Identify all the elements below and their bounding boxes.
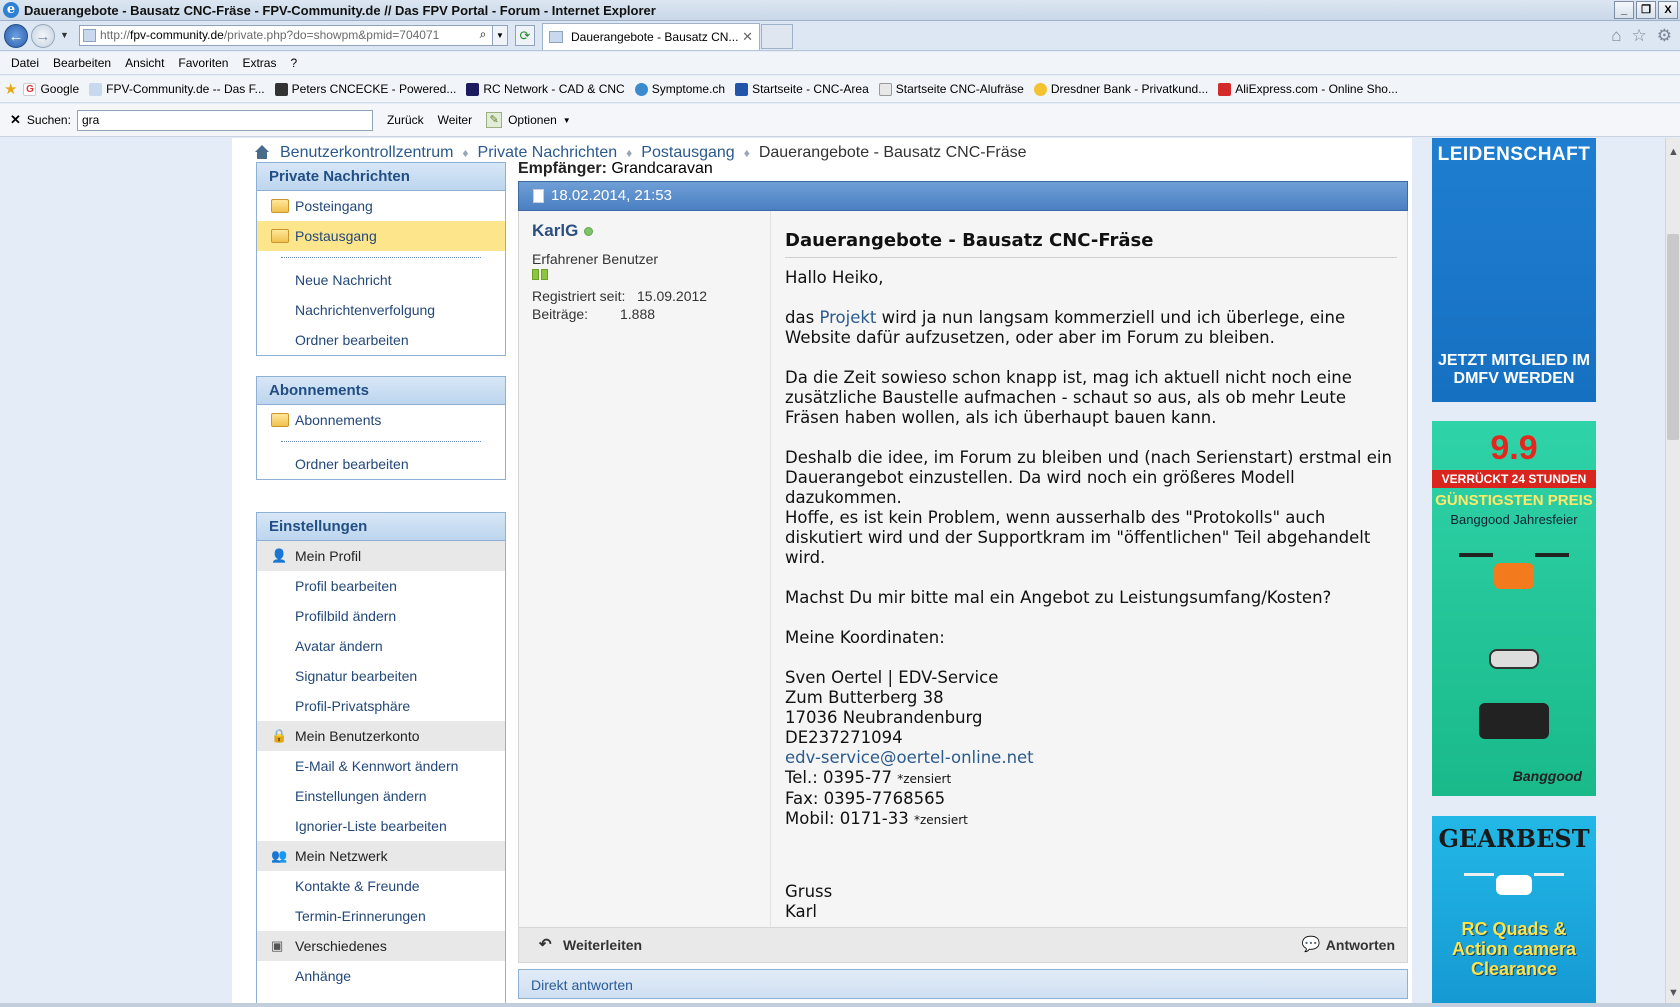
ad3-text: RC Quads & Action camera Clearance	[1451, 919, 1577, 979]
home-icon[interactable]	[254, 145, 270, 161]
sidebar-item-inbox[interactable]: Posteingang	[257, 191, 505, 221]
window-controls	[1612, 1, 1678, 19]
breadcrumb-separator-icon: ♦	[743, 146, 750, 160]
folder-icon	[271, 413, 289, 427]
message-paragraph: Machst Du mir bitte mal ein Angebot zu Leistungsumfang/Kosten?	[785, 588, 1332, 607]
page-viewport	[0, 138, 1665, 1007]
settings-box-title: Einstellungen	[257, 513, 505, 541]
favorite-link[interactable]: Startseite - CNC-Area	[735, 82, 869, 96]
favorite-link[interactable]: Dresdner Bank - Privatkund...	[1034, 82, 1208, 96]
ad1-headline: LEIDENSCHAFT	[1437, 144, 1591, 165]
sidebar-item-ignore-list[interactable]: Ignorier-Liste bearbeiten	[295, 818, 447, 834]
url-host: fpv-community.de	[130, 28, 224, 42]
registered-row: Registriert seit: 15.09.2012	[532, 288, 708, 304]
message-greeting: Hallo Heiko,	[785, 268, 884, 287]
folder-icon	[271, 229, 289, 243]
find-label: Suchen:	[26, 113, 71, 127]
quick-reply-header[interactable]: Direkt antworten	[518, 969, 1408, 999]
favorite-link[interactable]: FPV-Community.de -- Das F...	[89, 82, 264, 96]
post-date: 18.02.2014, 21:53	[551, 187, 672, 204]
posts-row: Beiträge: 1.888	[532, 306, 656, 322]
url-field[interactable]	[79, 25, 508, 46]
sidebar-item-tracking[interactable]: Nachrichtenverfolgung	[295, 302, 436, 318]
search-icon[interactable]: ⌕	[479, 27, 487, 41]
favicon-icon	[466, 83, 479, 96]
find-previous-button[interactable]: Zurück	[386, 113, 424, 127]
action-camera-image	[1479, 703, 1549, 739]
pm-box-title: Private Nachrichten	[257, 163, 505, 191]
ad3-brand: GEARBEST	[1438, 824, 1590, 853]
find-close-icon[interactable]: ✕	[10, 112, 21, 127]
menu-file[interactable]: Datei	[11, 56, 40, 70]
url-prefix: http://	[100, 28, 131, 42]
favorites-star-icon[interactable]: ★	[4, 81, 18, 98]
message-subject: Dauerangebote - Bausatz CNC-Fräse	[785, 231, 1397, 258]
favorite-link[interactable]: Symptome.ch	[635, 82, 725, 96]
ad2-bar: VERRÜCKT 24 STUNDEN	[1432, 470, 1596, 488]
breadcrumb-current: Dauerangebote - Bausatz CNC-Fräse	[758, 144, 1027, 161]
message-paragraph: Da die Zeit sowieso schon knapp ist, mag ich aktuell nicht noch eine zusätzliche Baustelle aufmachen - schaut so aus, als ob mehr Leute Fräsen haben wollen, als ich überhaupt bauen kann.	[785, 368, 1352, 427]
user-icon: 👤	[271, 548, 288, 563]
online-status-icon	[584, 227, 593, 236]
menu-tools[interactable]: Extras	[242, 56, 277, 70]
status-strip	[0, 1003, 1680, 1007]
breadcrumb-separator-icon: ♦	[626, 146, 633, 160]
favorite-link[interactable]: RC Network - CAD & CNC	[466, 82, 624, 96]
ad1-cta: JETZT MITGLIED IM DMFV WERDEN	[1438, 352, 1590, 387]
chevron-down-icon: ▼	[562, 115, 571, 125]
window-titlebar	[0, 0, 1680, 21]
divider	[257, 251, 505, 265]
new-tab-button[interactable]	[761, 24, 793, 49]
favicon-icon	[89, 83, 102, 96]
sidebar-item-contacts[interactable]: Kontakte & Freunde	[295, 878, 420, 894]
menu-view[interactable]: Ansicht	[125, 56, 165, 70]
misc-icon: ▣	[271, 938, 284, 953]
menu-edit[interactable]: Bearbeiten	[53, 56, 112, 70]
minimize-button[interactable]: _	[1614, 1, 1634, 19]
sidebar-item-change-settings[interactable]: Einstellungen ändern	[295, 788, 427, 804]
recipient-line	[518, 160, 713, 178]
divider	[257, 435, 505, 449]
find-input[interactable]: gra	[77, 110, 373, 131]
message-paragraph: das Projekt wird ja nun langsam kommerziell und ich überlege, eine Website dafür aufzusetzen, oder aber im Forum zu bleiben.	[785, 308, 1346, 347]
group-my-account: 🔒 Mein Benutzerkonto	[257, 721, 505, 751]
scroll-thumb[interactable]	[1667, 234, 1679, 440]
favorites-bar	[0, 76, 1680, 103]
find-bar	[0, 104, 1680, 137]
forward-button[interactable]: ↶ Weiterleiten	[539, 936, 643, 953]
sidebar-item-profile-picture[interactable]: Profilbild ändern	[295, 608, 397, 624]
tools-gear-icon[interactable]: ⚙	[1656, 26, 1672, 45]
drone-image	[1464, 865, 1564, 909]
browser-tab[interactable]	[542, 23, 760, 50]
sidebar-item-edit-sub-folders[interactable]: Ordner bearbeiten	[295, 456, 409, 472]
site-favicon-icon	[83, 29, 96, 42]
favorite-link[interactable]: AliExpress.com - Online Sho...	[1218, 82, 1398, 96]
message-paragraph: Meine Koordinaten:	[785, 628, 945, 647]
ad2-best: GÜNSTIGSTEN PREIS	[1435, 492, 1593, 509]
users-icon: 👥	[271, 848, 288, 863]
ad-gearbest[interactable]	[1432, 816, 1596, 1007]
folder-icon	[271, 199, 289, 213]
pencil-icon: ✎	[486, 112, 502, 128]
favicon-icon: G	[23, 83, 36, 96]
message-content	[785, 231, 1397, 922]
user-rank: Erfahrener Benutzer	[532, 251, 659, 267]
ad2-sub: Banggood Jahresfeier	[1450, 512, 1578, 527]
find-next-button[interactable]: Weiter	[437, 113, 473, 127]
sidebar-item-signature[interactable]: Signatur bearbeiten	[295, 668, 418, 684]
scroll-up-icon[interactable]: ▲	[1668, 146, 1679, 158]
author-block	[532, 221, 757, 241]
tab-favicon-icon	[549, 31, 563, 43]
menu-help[interactable]: ?	[290, 56, 298, 70]
address-bar	[0, 21, 1680, 51]
home-icon[interactable]: ⌂	[1611, 26, 1622, 45]
ad2-brand: Banggood	[1512, 768, 1582, 784]
drone-image	[1459, 631, 1569, 691]
recipient-name: Grandcaravan	[611, 160, 713, 177]
breadcrumb-outbox[interactable]: Postausgang	[641, 144, 735, 161]
window-title: Dauerangebote - Bausatz CNC-Fräse - FPV-Community.de // Das FPV Portal - Forum - Internet Explorer	[24, 3, 656, 18]
ad-dmfv[interactable]	[1432, 138, 1596, 402]
menu-bar	[0, 52, 1680, 75]
message-post	[518, 181, 1408, 995]
recipient-label: Empfänger:	[518, 160, 607, 177]
drone-image	[1459, 541, 1569, 613]
back-button[interactable]: ←	[4, 24, 28, 48]
message-paragraph: Deshalb die idee, im Forum zu bleiben und (nach Serienstart) erstmal ein Dauerangebot einzustellen. Da wird noch ein größeres Modell dazukommen. Hoffe, es ist kein Problem, wenn ausserhalb des "Protokolls" auch diskutiert wird und der Supportkram im "öffentlichen" Teil abgehandelt wird.	[785, 448, 1392, 567]
tab-close-icon[interactable]: ✕	[742, 29, 753, 44]
forward-arrow-icon: ↶	[539, 936, 552, 953]
group-misc: ▣ Verschiedenes	[257, 931, 505, 961]
favicon-icon	[735, 83, 748, 96]
email-link[interactable]: edv-service@oertel-online.net	[785, 748, 1034, 767]
ad2-number: 9.9	[1490, 429, 1538, 467]
post-header	[518, 181, 1408, 211]
subscriptions-box	[256, 376, 506, 480]
favicon-icon	[1034, 83, 1047, 96]
close-window-button[interactable]: X	[1658, 1, 1678, 19]
message-closing: Gruss Karl	[785, 882, 833, 921]
internet-explorer-icon: e	[3, 2, 19, 18]
address-block: Sven Oertel | EDV-Service Zum Butterberg 38 17036 Neubrandenburg DE237271094 edv-service@oertel-online.net Tel.: 0395-77 *zensiert Fax: 0395-7768565 Mobil: 0171-33 *zensiert	[785, 668, 1034, 828]
project-link[interactable]: Projekt	[819, 308, 877, 327]
browser-tools	[1611, 26, 1672, 46]
url-path: /private.php?do=showpm&pmid=704071	[223, 28, 440, 42]
settings-box	[256, 512, 506, 1007]
favorite-link[interactable]: Peters CNCECKE - Powered...	[275, 82, 457, 96]
sidebar-item-reminders[interactable]: Termin-Erinnerungen	[295, 908, 426, 924]
document-icon	[533, 189, 544, 203]
lock-icon: 🔒	[271, 728, 288, 743]
forward-button[interactable]: →	[31, 24, 55, 48]
sidebar-item-edit-profile[interactable]: Profil bearbeiten	[295, 578, 397, 594]
reply-button[interactable]: 💬 Antworten	[1301, 936, 1395, 953]
reputation-icon	[532, 269, 757, 280]
breadcrumb-separator-icon: ♦	[462, 146, 469, 160]
breadcrumb-pm[interactable]: Private Nachrichten	[477, 144, 618, 161]
sidebar-item-new-message[interactable]: Neue Nachricht	[295, 272, 392, 288]
pm-box	[256, 162, 506, 356]
sidebar-item-email-password[interactable]: E-Mail & Kennwort ändern	[295, 758, 459, 774]
sidebar-item-edit-folders[interactable]: Ordner bearbeiten	[295, 332, 409, 348]
author-name[interactable]: KarlG	[532, 221, 579, 240]
menu-favorites[interactable]: Favoriten	[178, 56, 229, 70]
page-scrollbar[interactable]	[1665, 138, 1680, 1007]
sidebar-item-avatar[interactable]: Avatar ändern	[295, 638, 383, 654]
tab-title: Dauerangebote - Bausatz CN...	[571, 30, 739, 44]
post-footer	[518, 927, 1408, 963]
favorites-star-icon[interactable]: ☆	[1631, 26, 1647, 45]
favicon-icon	[879, 83, 892, 96]
breadcrumb-usercp[interactable]: Benutzerkontrollzentrum	[280, 144, 454, 161]
restore-button[interactable]: ❐	[1636, 1, 1656, 19]
group-my-network: 👥 Mein Netzwerk	[257, 841, 505, 871]
sidebar-item-privacy[interactable]: Profil-Privatsphäre	[295, 698, 411, 714]
sidebar-item-outbox[interactable]: Postausgang	[257, 221, 505, 251]
group-my-profile: 👤 Mein Profil	[257, 541, 505, 571]
user-info	[519, 211, 771, 927]
favicon-icon	[1218, 83, 1231, 96]
sidebar-item-attachments[interactable]: Anhänge	[295, 968, 352, 984]
history-dropdown-icon[interactable]: ▼	[60, 30, 69, 40]
ad-banggood[interactable]	[1432, 421, 1596, 796]
sidebar-item-subscriptions[interactable]: Abonnements	[257, 405, 505, 435]
favorite-link[interactable]: G Google	[23, 82, 79, 96]
favicon-icon	[635, 83, 648, 96]
favicon-icon	[275, 83, 288, 96]
scroll-down-icon[interactable]: ▼	[1668, 987, 1679, 999]
url-dropdown-icon[interactable]: ▼	[492, 25, 508, 46]
subscriptions-box-title: Abonnements	[257, 377, 505, 405]
find-options-button[interactable]: ✎ Optionen ▼	[486, 112, 571, 128]
refresh-icon[interactable]: ⟳	[515, 25, 535, 46]
post-body	[518, 211, 1408, 927]
reply-bubble-icon: 💬	[1301, 936, 1321, 953]
favorite-link[interactable]: Startseite CNC-Alufräse	[879, 82, 1024, 96]
